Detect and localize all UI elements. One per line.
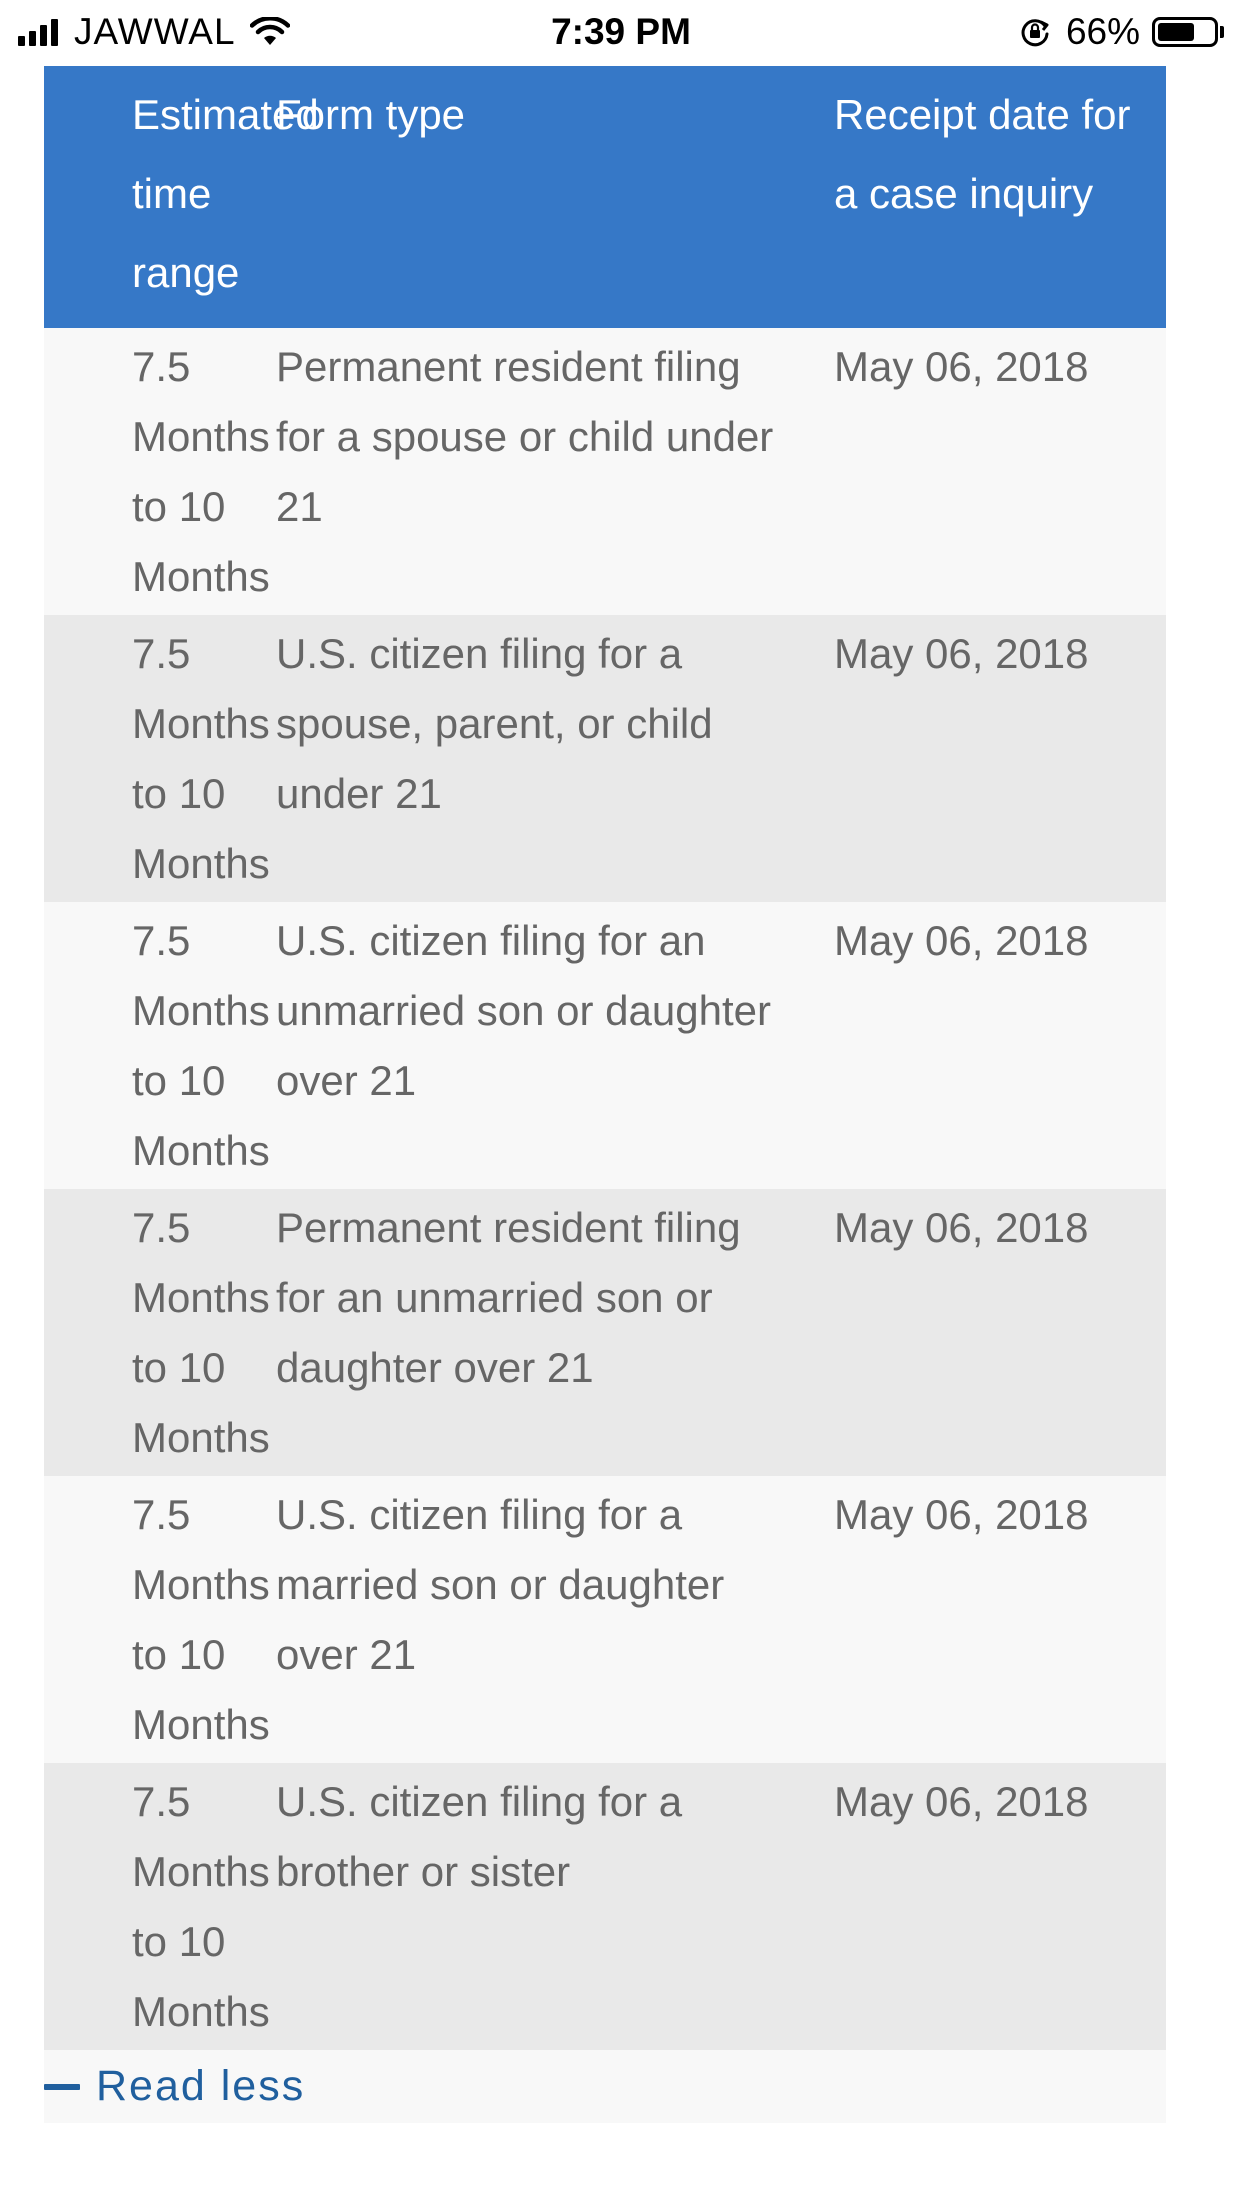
table-header-row: [44, 66, 1166, 328]
cell-receipt-date: May 06, 2018: [834, 1204, 1089, 1251]
table-row: [44, 615, 1166, 902]
battery-icon: [1152, 17, 1218, 47]
cell-receipt-date: May 06, 2018: [834, 343, 1089, 390]
table-row: [44, 1476, 1166, 1763]
cell-time-range: 7.5 Months to 10 Months: [132, 1204, 270, 1461]
table-row: [44, 328, 1166, 615]
cell-time-range: 7.5 Months to 10 Months: [132, 343, 270, 600]
cell-form-type: U.S. citizen filing for a married son or daughter over 21: [276, 1491, 725, 1678]
header-receipt-date: Receipt date for a case inquiry: [834, 91, 1131, 217]
status-bar: [0, 0, 1242, 64]
cell-form-type: Permanent resident filing for an unmarried son or daughter over 21: [276, 1204, 741, 1391]
table-row: [44, 1763, 1166, 2050]
cell-form-type: Permanent resident filing for a spouse or child under 21: [276, 343, 774, 530]
cell-form-type: U.S. citizen filing for an unmarried son or daughter over 21: [276, 917, 771, 1104]
processing-times-table: [44, 66, 1166, 2050]
cell-receipt-date: May 06, 2018: [834, 630, 1089, 677]
cell-time-range: 7.5 Months to 10 Months: [132, 630, 270, 887]
orientation-lock-icon: [1020, 17, 1050, 47]
carrier-name: JAWWAL: [74, 11, 236, 52]
read-less-toggle[interactable]: [44, 2050, 1166, 2123]
table-row: [44, 1189, 1166, 1476]
table-row: [44, 902, 1166, 1189]
cell-time-range: 7.5 Months to 10 Months: [132, 1491, 270, 1748]
cell-form-type: U.S. citizen filing for a spouse, parent, or child under 21: [276, 630, 713, 817]
battery-percent: 66%: [1065, 11, 1140, 52]
cell-receipt-date: May 06, 2018: [834, 1778, 1089, 1825]
header-form-type: Form type: [276, 91, 466, 138]
cell-time-range: 7.5 Months to 10 Months: [132, 1778, 270, 2035]
minus-icon[interactable]: [44, 2084, 80, 2090]
read-less-link[interactable]: Read less: [96, 2062, 306, 2110]
cell-receipt-date: May 06, 2018: [834, 917, 1089, 964]
processing-times-section: [44, 66, 1166, 2123]
table-body: [44, 328, 1166, 2050]
clock: 7:39 PM: [551, 11, 691, 52]
battery-cap: [1220, 26, 1224, 38]
header-estimated-time-range: Estimated time range: [132, 91, 319, 296]
cell-time-range: 7.5 Months to 10 Months: [132, 917, 270, 1174]
table-header: [44, 66, 1166, 328]
status-bar-right: [1020, 8, 1224, 56]
cell-receipt-date: May 06, 2018: [834, 1491, 1089, 1538]
cell-form-type: U.S. citizen filing for a brother or sister: [276, 1778, 683, 1895]
battery-level-fill: [1158, 23, 1194, 41]
